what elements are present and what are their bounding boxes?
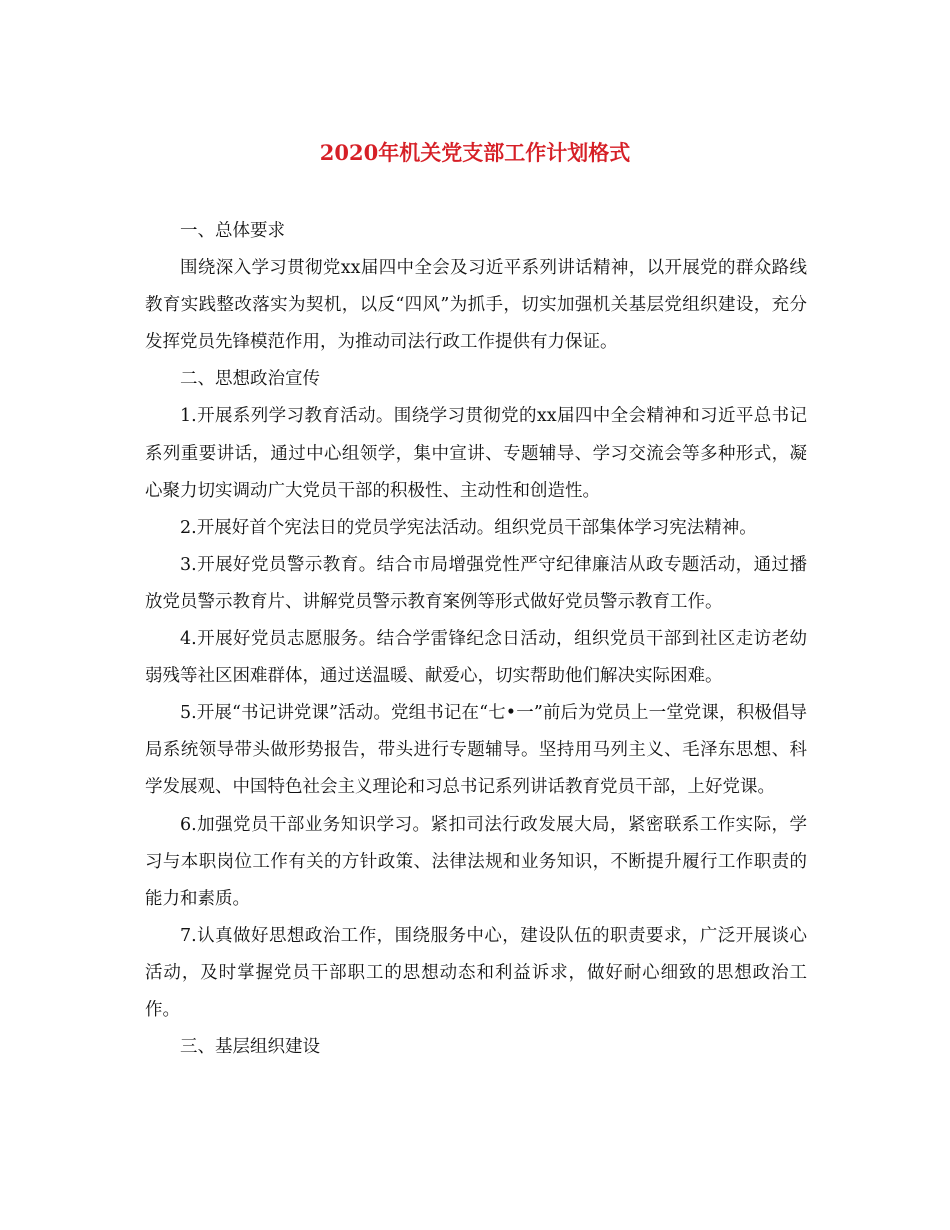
section-heading-general-requirements: 一、总体要求 (180, 221, 285, 241)
list-item: 6.加强党员干部业务知识学习。紧扣司法行政发展大局，紧密联系工作实际，学习与本职岗位工作有关的方针政策、法律法规和业务知识，不断提升履行工作职责的能力和素质。 (145, 814, 807, 909)
list-item: 5.开展“书记讲党课”活动。党组书记在“七•一”前后为党员上一堂党课，积极倡导局系统领导带头做形势报告，带头进行专题辅导。坚持用马列主义、毛泽东思想、科学发展观、中国特色社会主义理论和习总书记系列讲话教育党员干部，上好党课。 (145, 703, 807, 798)
list-item: 1.开展系列学习教育活动。围绕学习贯彻党的xx届四中全会精神和习近平总书记系列重要讲话，通过中心组领学，集中宣讲、专题辅导、学习交流会等多种形式，凝心聚力切实调动广大党员干部的积极性、主动性和创造性。 (145, 406, 807, 501)
section-heading-grassroots-organization: 三、基层组织建设 (180, 1037, 320, 1058)
section-heading-ideological-political-publicity: 二、思想政治宣传 (180, 369, 320, 390)
list-item: 7.认真做好思想政治工作，围绕服务中心，建设队伍的职责要求，广泛开展谈心活动，及时掌握党员干部职工的思想动态和利益诉求，做好耐心细致的思想政治工作。 (145, 925, 807, 1020)
document-body (145, 213, 807, 1066)
list-item: 3.开展好党员警示教育。结合市局增强党性严守纪律廉洁从政专题活动，通过播放党员警示教育片、讲解党员警示教育案例等形式做好党员警示教育工作。 (145, 554, 807, 612)
list-item: 2.开展好首个宪法日的党员学宪法活动。组织党员干部集体学习宪法精神。 (180, 517, 757, 538)
body-paragraph: 围绕深入学习贯彻党xx届四中全会及习近平系列讲话精神，以开展党的群众路线教育实践整改落实为契机，以反“四风”为抓手，切实加强机关基层党组织建设，充分发挥党员先锋模范作用，为推动司法行政工作提供有力保证。 (145, 258, 807, 353)
list-item: 4.开展好党员志愿服务。结合学雷锋纪念日活动，组织党员干部到社区走访老幼弱残等社区困难群体，通过送温暖、献爱心，切实帮助他们解决实际困难。 (145, 629, 807, 687)
document-title: 2020年机关党支部工作计划格式 (319, 140, 631, 165)
